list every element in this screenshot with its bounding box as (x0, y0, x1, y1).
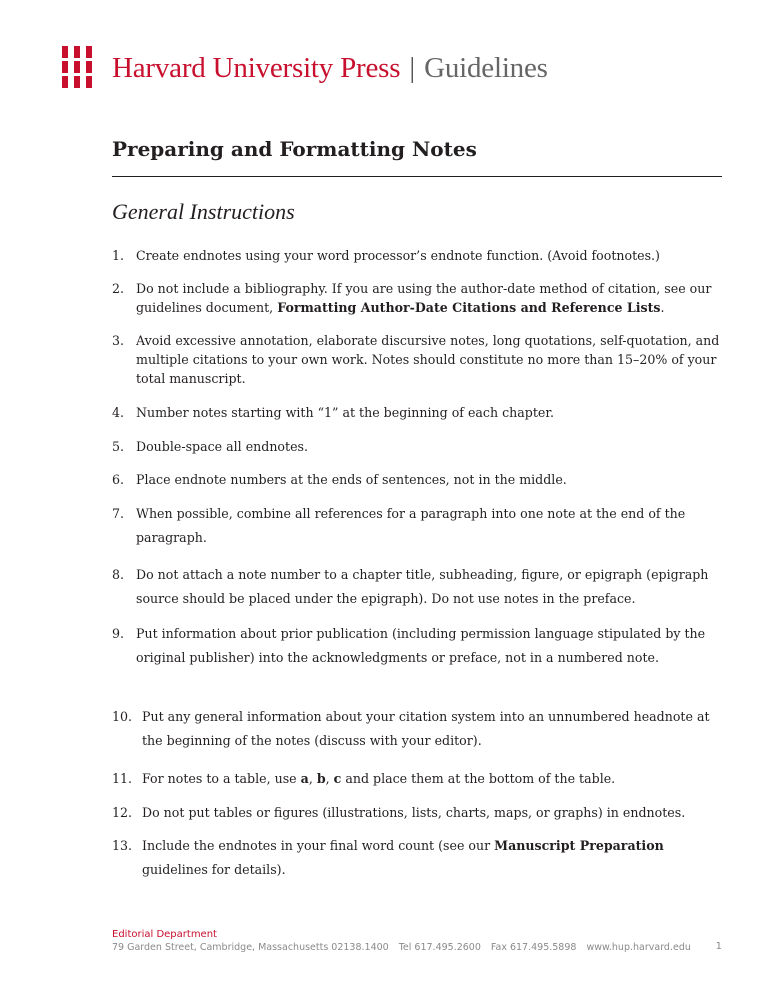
footnote-letter-c: c (333, 771, 342, 786)
item-number: 1. (112, 248, 125, 263)
item-text: Number notes starting with “1” at the beginning of each chapter. (136, 405, 554, 420)
item-number: 12. (112, 805, 133, 820)
item-text: Do not attach a note number to a chapter title, subheading, figure, or epigraph (epigraph source should be placed under the epigraph). Do not use notes in the preface. (136, 567, 709, 606)
item-text: Put information about prior publication (including permission language stipulated by the original publisher) into the acknowledgments or preface, not in a numbered note. (136, 626, 706, 665)
brand-separator: | (409, 52, 416, 84)
list-item (112, 803, 732, 822)
hup-logo-icon (62, 46, 94, 88)
item-number: 8. (112, 567, 125, 582)
brand-header (112, 50, 548, 86)
footnote-letter-b: b (316, 771, 326, 786)
list-item (112, 279, 732, 317)
item-text: Create endnotes using your word processor’s endnote function. (Avoid footnotes.) (136, 248, 660, 263)
section-heading: General Instructions (112, 199, 295, 224)
page-title: Preparing and Formatting Notes (112, 137, 477, 161)
doc-reference-author-date: Formatting Author-Date Citations and Reference Lists (277, 300, 661, 315)
list-item (112, 834, 732, 882)
list-item (112, 705, 732, 753)
brand-name: Harvard University Press (112, 52, 401, 84)
item-text: Put any general information about your citation system into an unnumbered headnote at the beginning of the notes (discuss with your editor). (142, 709, 710, 748)
item-text: Place endnote numbers at the ends of sentences, not in the middle. (136, 472, 567, 487)
item-text: Double-space all endnotes. (136, 439, 308, 454)
item-number: 7. (112, 506, 125, 521)
doc-reference-manuscript-prep: Manuscript Preparation (494, 838, 664, 853)
list-item (112, 769, 732, 788)
item-number: 4. (112, 405, 125, 420)
item-number: 6. (112, 472, 125, 487)
list-item (112, 403, 732, 422)
list-item (112, 622, 732, 670)
title-divider (112, 176, 722, 177)
item-number: 2. (112, 281, 125, 296)
item-number: 9. (112, 626, 125, 641)
page-footer (112, 928, 722, 954)
brand-section: Guidelines (424, 52, 548, 84)
item-text: For notes to a table, use a, b, c and place them at the bottom of the table. (142, 771, 616, 786)
item-text: Do not put tables or figures (illustrations, lists, charts, maps, or graphs) in endnotes. (142, 805, 686, 820)
footer-address: 79 Garden Street, Cambridge, Massachusetts 02138.1400 (112, 942, 389, 953)
footnote-letter-a: a (300, 771, 309, 786)
footer-tel: Tel 617.495.2600 (398, 942, 481, 953)
item-number: 5. (112, 439, 125, 454)
list-item (112, 246, 732, 265)
item-number: 3. (112, 333, 125, 348)
page-number: 1 (715, 941, 722, 952)
item-number: 10. (112, 709, 133, 724)
list-item (112, 437, 732, 456)
list-item (112, 470, 732, 489)
list-item (112, 502, 732, 550)
item-text: Do not include a bibliography. If you are using the author-date method of citation, see our guidelines document, Formatting Author-Date Citations and Reference Lists. (136, 281, 712, 315)
item-number: 11. (112, 771, 133, 786)
footer-department: Editorial Department (112, 929, 217, 940)
list-item (112, 331, 732, 388)
item-text: Include the endnotes in your final word count (see our Manuscript Preparation guidelines for details). (142, 838, 664, 877)
item-text: When possible, combine all references for a paragraph into one note at the end of the paragraph. (136, 506, 686, 545)
item-number: 13. (112, 838, 133, 853)
list-item (112, 563, 732, 611)
footer-fax: Fax 617.495.5898 (490, 942, 577, 953)
footer-web-link[interactable]: www.hup.harvard.edu (586, 942, 691, 953)
item-text: Avoid excessive annotation, elaborate discursive notes, long quotations, self-quotation, and multiple citations to your own work. Notes should constitute no more than 15–20% of your total manuscript. (136, 333, 720, 386)
